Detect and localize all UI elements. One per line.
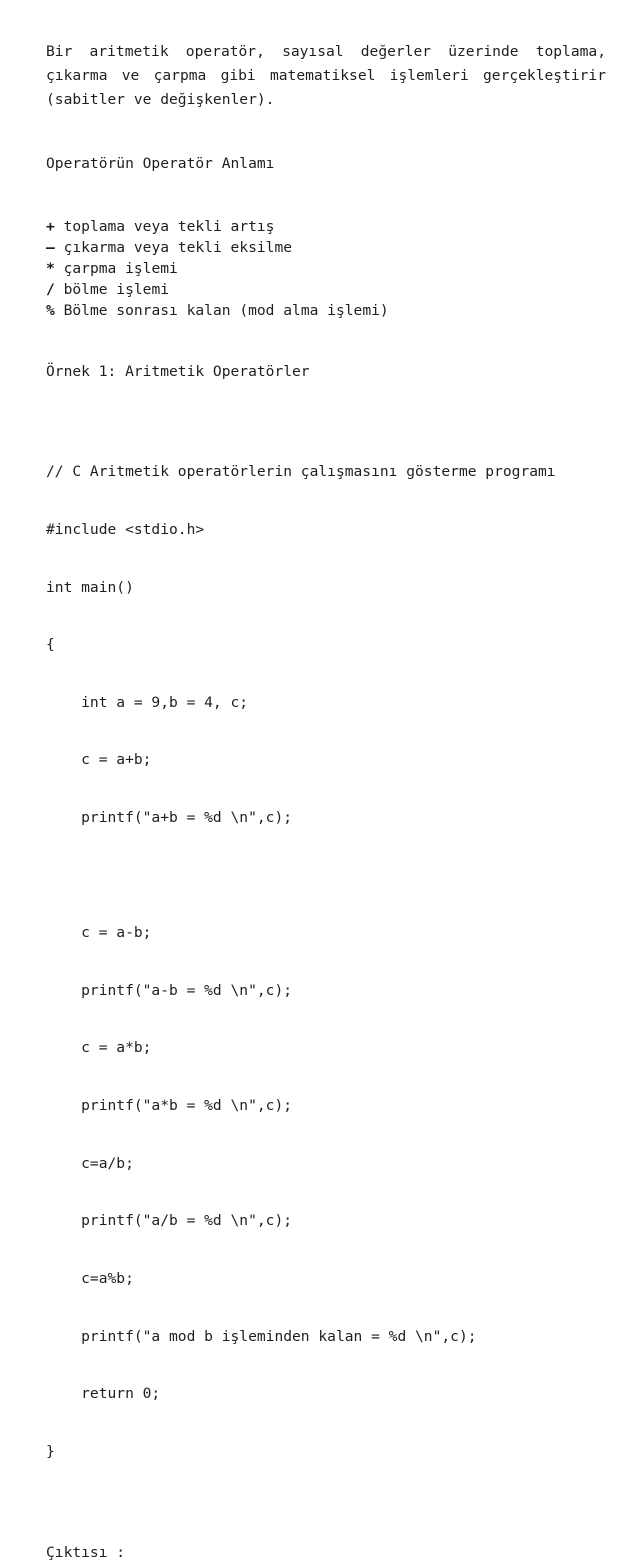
operator-item-multiply (46, 258, 606, 279)
operator-meaning: Bölme sonrası kalan (mod alma işlemi) (63, 302, 389, 319)
code-line: { (46, 636, 55, 654)
code-line (46, 866, 606, 885)
operator-symbol: + (46, 218, 55, 235)
code-line: c=a%b; (46, 1269, 134, 1287)
operator-item-plus (46, 216, 606, 237)
document-page (46, 40, 606, 1565)
operator-symbol: % (46, 302, 55, 319)
code-line: int main() (46, 578, 134, 596)
code-line: int a = 9,b = 4, c; (46, 693, 249, 711)
code-line: printf("a+b = %d \n",c); (46, 809, 293, 827)
operator-table-header: Operatörün Operatör Anlamı (46, 155, 275, 172)
operator-list (46, 216, 606, 321)
code-line: return 0; (46, 1385, 161, 1403)
operator-meaning: çarpma işlemi (63, 260, 178, 277)
code-line: printf("a mod b işleminden kalan = %d \n",c); (46, 1327, 477, 1345)
code-line: c = a-b; (46, 924, 152, 942)
code-line: printf("a-b = %d \n",c); (46, 981, 293, 999)
operator-symbol: – (46, 239, 55, 256)
operator-meaning: bölme işlemi (63, 281, 170, 298)
intro-paragraph: Bir aritmetik operatör, sayısal değerler üzerinde toplama, çıkarma ve çarpma gibi matematiksel işlemleri gerçekleştirir (sabitler ve değişkenler). (46, 43, 606, 108)
code-line: #include <stdio.h> (46, 521, 205, 539)
code-line: } (46, 1442, 55, 1460)
operator-item-minus (46, 237, 606, 258)
operator-item-divide (46, 279, 606, 300)
code-line: // C Aritmetik operatörlerin çalışmasını gösterme programı (46, 463, 556, 481)
operator-meaning: çıkarma veya tekli eksilme (63, 239, 293, 256)
code-line: c=a/b; (46, 1154, 134, 1172)
code-line: c = a*b; (46, 1039, 152, 1057)
code-line: printf("a/b = %d \n",c); (46, 1212, 293, 1230)
code-block (46, 424, 606, 1499)
operator-symbol: * (46, 260, 55, 277)
operator-symbol: / (46, 281, 55, 298)
code-line: c = a+b; (46, 751, 152, 769)
output-label: Çıktısı : (46, 1544, 126, 1562)
code-line: printf("a*b = %d \n",c); (46, 1097, 293, 1115)
example-title: Örnek 1: Aritmetik Operatörler (46, 363, 310, 380)
operator-item-modulo (46, 300, 606, 321)
operator-meaning: toplama veya tekli artış (63, 218, 275, 235)
